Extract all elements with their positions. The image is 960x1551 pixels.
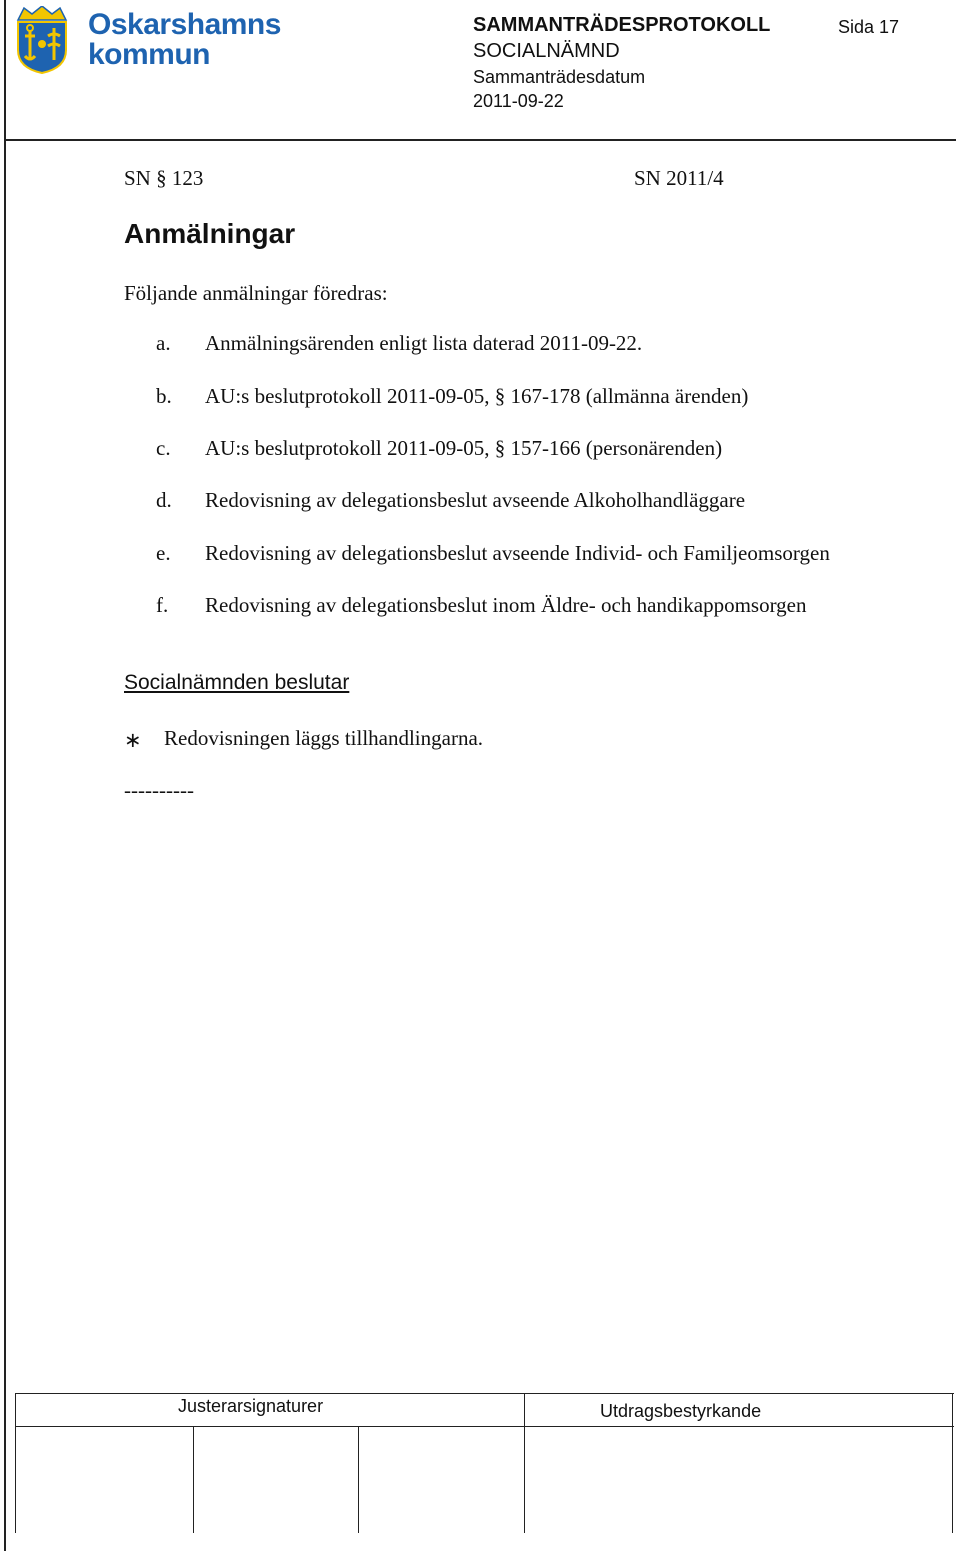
protocol-title: SAMMANTRÄDESPROTOKOLL	[473, 14, 771, 36]
list-item-letter: d.	[156, 488, 172, 512]
footer-left-border	[15, 1393, 16, 1533]
list-item-text: Redovisning av delegationsbeslut inom Äldre- och handikappomsorgen	[205, 593, 807, 617]
logo-text-line1: Oskarshamns	[88, 8, 281, 41]
list-item-text: AU:s beslutprotokoll 2011-09-05, § 157-166 (personärenden)	[205, 436, 723, 460]
decision-heading: Socialnämnden beslutar	[124, 671, 350, 694]
coat-of-arms-icon	[14, 6, 70, 74]
paragraph-reference: SN § 123	[124, 166, 204, 190]
case-number: SN 2011/4	[634, 166, 724, 190]
list-item-text: Redovisning av delegationsbeslut avseende Individ- och Familjeomsorgen	[205, 541, 830, 565]
footer-header-border	[15, 1426, 954, 1427]
asterisk-bullet-icon: ∗	[124, 728, 142, 752]
list-item-letter: c.	[156, 436, 171, 460]
list-item-text: Anmälningsärenden enligt lista daterad 2011-09-22.	[205, 331, 643, 355]
organ-name: SOCIALNÄMND	[473, 40, 620, 62]
list-item-letter: e.	[156, 541, 171, 565]
header-divider	[4, 139, 956, 141]
meeting-date: 2011-09-22	[473, 91, 564, 111]
signature-footer	[15, 1393, 954, 1551]
meeting-date-label: Sammanträdesdatum	[473, 67, 646, 87]
extract-certification-label: Utdragsbestyrkande	[600, 1401, 762, 1421]
list-item-letter: f.	[156, 593, 169, 617]
list-item-text: Redovisning av delegationsbeslut avseende Alkoholhandläggare	[205, 488, 746, 512]
end-separator: ----------	[124, 778, 194, 802]
left-margin-rule	[4, 0, 6, 1551]
list-item-text: AU:s beslutprotokoll 2011-09-05, § 167-178 (allmänna ärenden)	[205, 384, 749, 408]
signatures-label: Justerarsignaturer	[178, 1396, 324, 1416]
decision-text: Redovisningen läggs tillhandlingarna.	[164, 726, 484, 750]
logo-text-line2: kommun	[88, 38, 211, 71]
municipality-logo	[14, 6, 281, 76]
list-item-letter: b.	[156, 384, 172, 408]
signature-box-divider	[193, 1426, 194, 1533]
list-item-letter: a.	[156, 331, 171, 355]
intro-text: Följande anmälningar föredras:	[124, 281, 388, 305]
footer-top-border	[15, 1393, 954, 1394]
page-number: Sida 17	[838, 17, 900, 37]
section-title: Anmälningar	[124, 218, 296, 249]
footer-column-divider	[524, 1393, 525, 1533]
footer-right-border	[952, 1393, 953, 1533]
signature-box-divider	[358, 1426, 359, 1533]
